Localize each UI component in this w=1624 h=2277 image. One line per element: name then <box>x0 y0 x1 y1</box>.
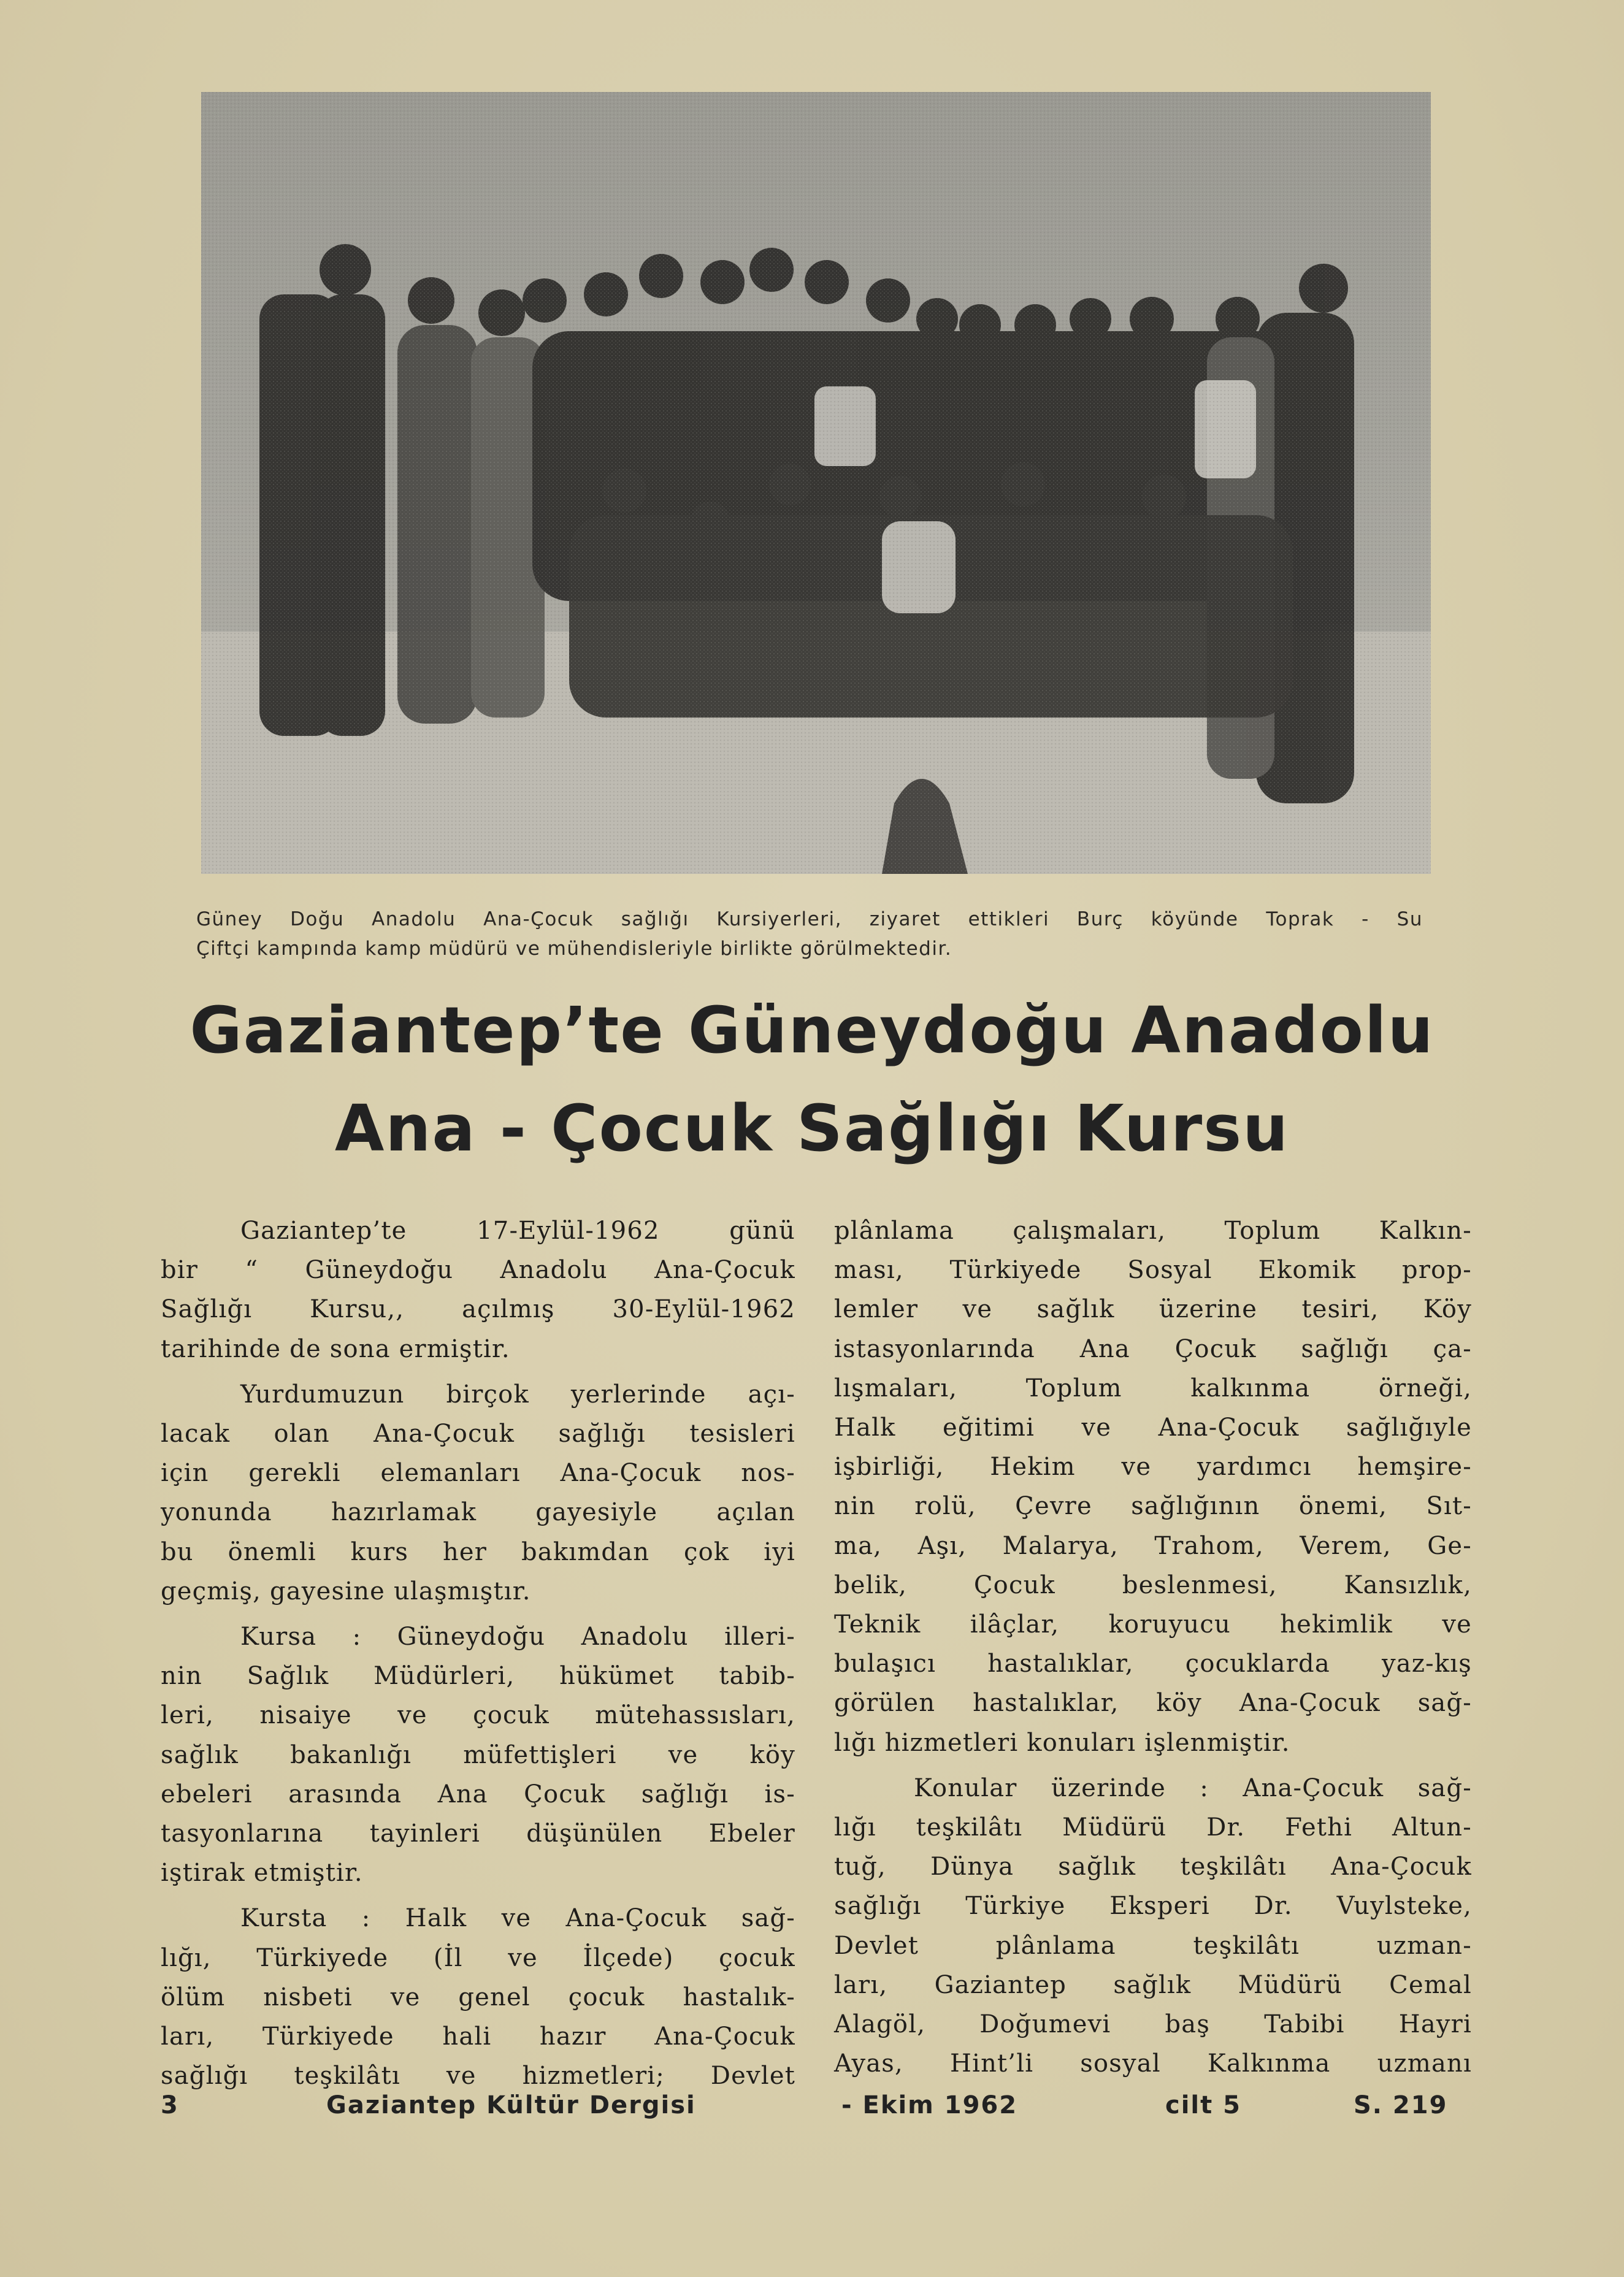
text-line: Kursta : Halk ve Ana-Çocuk sağ- <box>240 1904 795 1933</box>
right-column <box>834 1211 1472 2083</box>
headline-line: Ana - Çocuk Sağlığı Kursu <box>334 1091 1290 1166</box>
text-line: bulaşıcı hastalıklar, çocuklarda yaz-kış <box>834 1650 1472 1678</box>
text-line: lığı hizmetleri konuları işlenmiştir. <box>834 1728 1290 1757</box>
text-line: lışmaları, Toplum kalkınma örneği, <box>834 1374 1472 1403</box>
magazine-name: Gaziantep Kültür Dergisi <box>326 2091 696 2119</box>
caption-line: Çiftçi kampında kamp müdürü ve mühendisleriyle birlikte görülmektedir. <box>196 938 952 960</box>
headline-line: Gaziantep’te Güneydoğu Anadolu <box>190 993 1434 1068</box>
paragraph <box>834 1211 1472 1762</box>
text-line: sağlığı Türkiye Eksperi Dr. Vuylsteke, <box>834 1892 1472 1921</box>
caption-line: Güney Doğu Anadolu Ana-Çocuk sağlığı Kursiyerleri, ziyaret ettikleri Burç köyünde Toprak - Su <box>196 908 1423 930</box>
text-line: nin Sağlık Müdürleri, hükümet tabib- <box>161 1662 795 1691</box>
text-line: Teknik ilâçlar, koruyucu hekimlik ve <box>834 1610 1472 1639</box>
text-line: lığı, Türkiyede (İl ve İlçede) çocuk <box>161 1943 795 1972</box>
text-line: bu önemli kurs her bakımdan çok iyi <box>161 1537 795 1566</box>
text-line: tuğ, Dünya sağlık teşkilâtı Ana-Çocuk <box>834 1853 1472 1881</box>
issue-number: S. 219 <box>1354 2091 1448 2119</box>
text-line: plânlama çalışmaları, Toplum Kalkın- <box>834 1217 1472 1245</box>
text-line: Halk eğitimi ve Ana-Çocuk sağlığıyle <box>834 1414 1472 1442</box>
text-line: Sağlığı Kursu,, açılmış 30-Eylül-1962 <box>161 1295 795 1324</box>
text-line: istasyonlarında Ana Çocuk sağlığı ça- <box>834 1334 1472 1363</box>
text-line: lacak olan Ana-Çocuk sağlığı tesisleri <box>161 1420 795 1448</box>
text-line: Kursa : Güneydoğu Anadolu illeri- <box>240 1623 795 1651</box>
article-headline <box>0 981 1624 1177</box>
text-line: Alagöl, Doğumevi baş Tabibi Hayri <box>834 2010 1472 2039</box>
text-line: ması, Türkiyede Sosyal Ekomik prop- <box>834 1256 1472 1285</box>
text-line: lemler ve sağlık üzerine tesiri, Köy <box>834 1295 1472 1324</box>
issue-date: - Ekim 1962 <box>841 2091 1018 2119</box>
text-line: lığı teşkilâtı Müdürü Dr. Fethi Altun- <box>834 1813 1472 1842</box>
paragraph <box>161 1211 795 1369</box>
text-line: ölüm nisbeti ve genel çocuk hastalık- <box>161 1983 795 2011</box>
group-photo <box>201 92 1431 874</box>
text-line: tarihinde de sona ermiştir. <box>161 1334 510 1363</box>
text-line: Konular üzerinde : Ana-Çocuk sağ- <box>914 1774 1472 1802</box>
text-line: yonunda hazırlamak gayesiyle açılan <box>161 1498 795 1527</box>
page-footer <box>161 2091 1467 2128</box>
paragraph <box>161 1375 795 1611</box>
text-line: bir “ Güneydoğu Anadolu Ana-Çocuk <box>161 1256 795 1285</box>
text-line: ma, Aşı, Malarya, Trahom, Verem, Ge- <box>834 1531 1472 1560</box>
text-line: ları, Gaziantep sağlık Müdürü Cemal <box>834 1970 1472 1999</box>
text-line: ebeleri arasında Ana Çocuk sağlığı is- <box>161 1780 795 1808</box>
paragraph <box>834 1769 1472 2084</box>
text-line: tasyonlarına tayinleri düşünülen Ebeler <box>161 1820 795 1848</box>
volume-number: cilt 5 <box>1165 2091 1242 2119</box>
text-line: nin rolü, Çevre sağlığının önemi, Sıt- <box>834 1492 1472 1521</box>
paragraph <box>161 1899 795 2095</box>
text-line: leri, nisaiye ve çocuk mütehassısları, <box>161 1701 795 1730</box>
text-line: ları, Türkiyede hali hazır Ana-Çocuk <box>161 2023 795 2051</box>
text-line: Gaziantep’te 17-Eylül-1962 günü <box>240 1217 795 1245</box>
text-line: sağlık bakanlığı müfettişleri ve köy <box>161 1740 795 1769</box>
paragraph <box>161 1617 795 1892</box>
text-line: sağlığı teşkilâtı ve hizmetleri; Devlet <box>161 2062 795 2091</box>
left-column <box>161 1211 795 2095</box>
text-line: için gerekli elemanları Ana-Çocuk nos- <box>161 1459 795 1488</box>
text-line: işbirliği, Hekim ve yardımcı hemşire- <box>834 1453 1472 1482</box>
text-line: görülen hastalıklar, köy Ana-Çocuk sağ- <box>834 1689 1472 1718</box>
text-line: Yurdumuzun birçok yerlerinde açı- <box>240 1380 795 1409</box>
text-line: geçmiş, gayesine ulaşmıştır. <box>161 1577 531 1605</box>
text-line: belik, Çocuk beslenmesi, Kansızlık, <box>834 1571 1472 1599</box>
text-line: Ayas, Hint’li sosyal Kalkınma uzmanı <box>834 2049 1472 2078</box>
photo-caption <box>196 905 1423 963</box>
text-line: iştirak etmiştir. <box>161 1859 363 1888</box>
text-line: Devlet plânlama teşkilâtı uzman- <box>834 1931 1472 1960</box>
page-number: 3 <box>161 2091 179 2119</box>
group-photo-icon <box>201 92 1431 874</box>
